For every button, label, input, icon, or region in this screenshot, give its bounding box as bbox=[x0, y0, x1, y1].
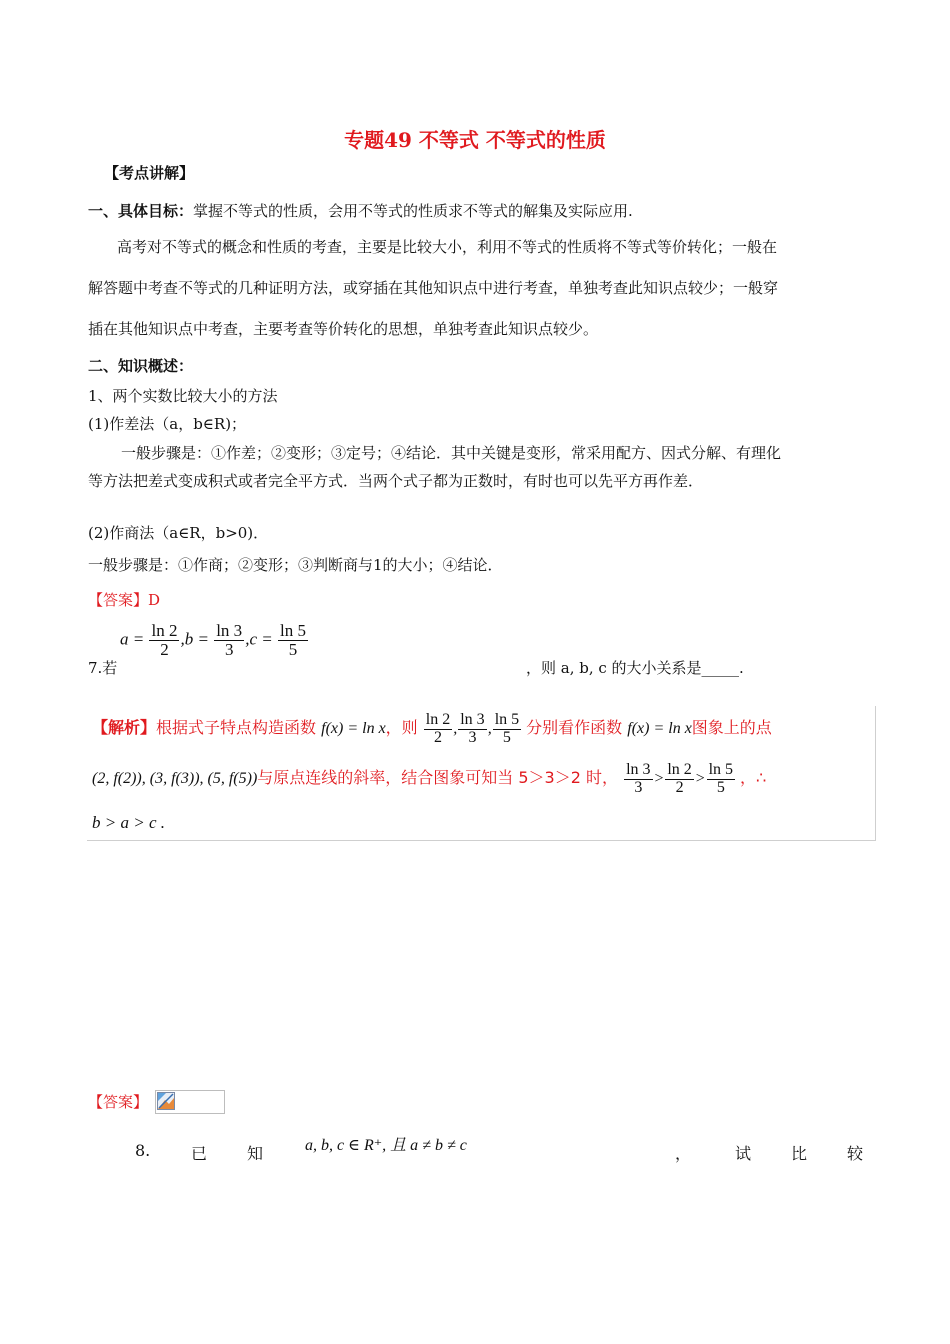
analysis-therefore: ，∴ bbox=[740, 767, 767, 787]
frac-ln5-5: $\frac{\ln 5}{5}$ bbox=[279, 621, 306, 659]
analysis-conclusion: b > a > c . bbox=[92, 813, 165, 832]
q7-a-eq: a = bbox=[120, 629, 145, 649]
item1: 1、两个实数比较大小的方法 bbox=[88, 387, 278, 405]
frac-ln2-2: $\frac{\ln 2}{2}$ bbox=[151, 621, 178, 659]
q7-c-eq: ,c = bbox=[245, 629, 273, 649]
analysis-t5: 与原点连线的斜率，结合图象可知当 5＞3＞2 时， bbox=[257, 767, 618, 787]
goal-label: 一、具体目标： bbox=[88, 202, 194, 220]
q8-char4: 比 bbox=[791, 1144, 808, 1163]
method1: (1)作差法（a，b∈R)； bbox=[88, 415, 247, 433]
q8-num: 8. bbox=[135, 1141, 151, 1160]
page-title: 专题49 不等式 不等式的性质 bbox=[344, 128, 606, 152]
kaodian-heading: 【考点讲解】 bbox=[104, 164, 195, 182]
q8-comma: ， bbox=[675, 1144, 692, 1163]
goal-text: 掌握不等式的性质，会用不等式的性质求不等式的解集及实际应用. bbox=[193, 202, 633, 220]
broken-image-icon bbox=[157, 1092, 175, 1110]
analysis-fx-2: f(x) = ln x bbox=[627, 719, 692, 737]
analysis-line1 bbox=[92, 712, 772, 747]
analysis-t1: 根据式子特点构造函数 bbox=[156, 717, 317, 737]
steps1-line2: 等方法把差式变成积式或者完全平方式．当两个式子都为正数时，有时也可以先平方再作差． bbox=[88, 472, 704, 490]
para1-line3: 插在其他知识点中考查，主要考查等价转化的思想，单独考查此知识点较少。 bbox=[88, 320, 599, 338]
para1-line2: 解答题中考查不等式的几种证明方法，或穿插在其他知识点中进行考查，单独考查此知识点较少；一般穿 bbox=[88, 279, 779, 297]
frac-ln3-3: $\frac{\ln 3}{3}$ bbox=[216, 621, 243, 659]
goal-line bbox=[88, 200, 633, 221]
answer-value: D bbox=[148, 591, 161, 609]
analysis-compare: $\frac{\ln 3}{3}$ > $\frac{\ln 2}{2}$ > $\frac{\ln 5}{5}$ bbox=[626, 761, 734, 796]
q8-char1: 已 bbox=[191, 1144, 208, 1163]
para1-line1: 高考对不等式的概念和性质的考查，主要是比较大小，利用不等式的性质将不等式等价转化；一般在 bbox=[117, 238, 778, 256]
q7-b-eq: ,b = bbox=[180, 629, 209, 649]
section2-heading: 二、知识概述： bbox=[88, 357, 194, 375]
analysis-line2 bbox=[92, 762, 766, 797]
answer-6 bbox=[88, 589, 160, 610]
q8-char5: 较 bbox=[847, 1144, 864, 1163]
q8-math: a, b, c ∈ R⁺, 且 a ≠ b ≠ c bbox=[305, 1137, 467, 1154]
analysis-points: (2, f(2)), (3, f(3)), (5, f(5)) bbox=[92, 769, 258, 787]
q8-char3: 试 bbox=[735, 1144, 752, 1163]
steps1-line1: 一般步骤是：①作差；②变形；③定号；④结论．其中关键是变形，常采用配方、因式分解、有理化 bbox=[121, 444, 782, 462]
method2: (2)作商法（a∈R，b>0)． bbox=[88, 524, 269, 542]
analysis-t3: 分别看作函数 bbox=[526, 717, 623, 737]
analysis-fracs: $\frac{\ln 2}{2}$ , $\frac{\ln 3}{3}$ , $\frac{\ln 5}{5}$ bbox=[425, 711, 520, 746]
q8-char2: 知 bbox=[247, 1144, 264, 1163]
answer-7: 【答案】 bbox=[88, 1093, 149, 1111]
q7-suffix: ，则 a, b, c 的大小关系是_____. bbox=[526, 659, 744, 677]
steps2: 一般步骤是：①作商；②变形；③判断商与1的大小；④结论． bbox=[88, 556, 503, 574]
answer-image-placeholder bbox=[155, 1090, 225, 1114]
analysis-label: 【解析】 bbox=[92, 717, 157, 737]
analysis-t2: ，则 bbox=[385, 717, 418, 737]
analysis-t4: 图象上的点 bbox=[691, 717, 772, 737]
q7-prefix: 7.若 bbox=[88, 659, 118, 677]
answer-label: 【答案】 bbox=[88, 591, 149, 609]
q7-formula bbox=[120, 622, 309, 659]
analysis-fx: f(x) = ln x bbox=[321, 719, 386, 737]
